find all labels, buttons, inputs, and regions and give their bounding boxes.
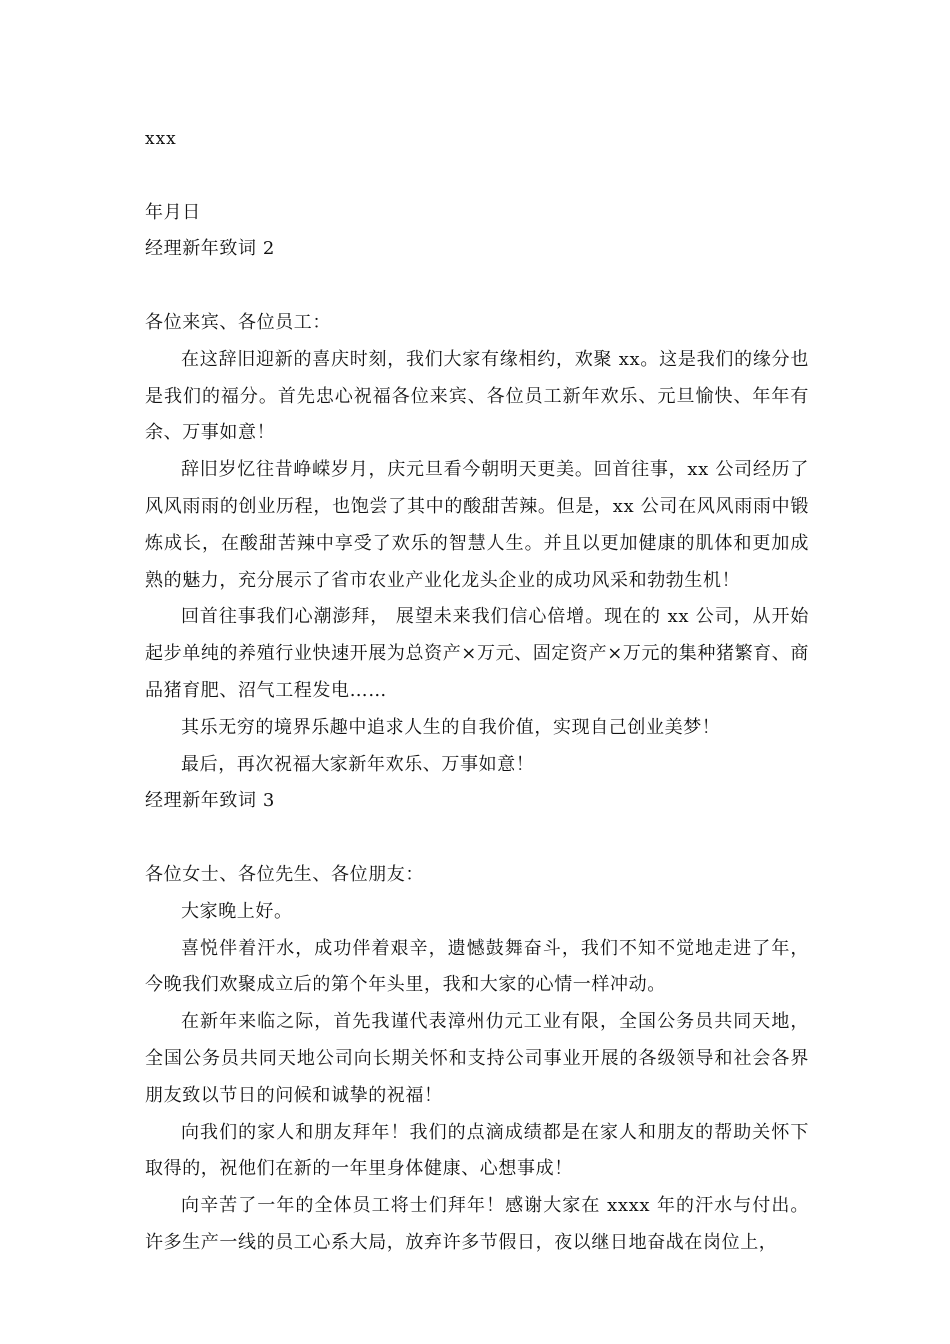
speech3-paragraph: 在新年来临之际，首先我谨代表漳州仂元工业有限，全国公务员共同天地，全国公务员共同天地公司向长期关怀和支持公司事业开展的各级领导和社会各界朋友致以节日的问候和诚挚的祝福！	[145, 1011, 809, 1106]
blank-line	[145, 820, 809, 857]
speech3-title: 经理新年致词 3	[145, 790, 275, 812]
speech3-paragraph: 喜悦伴着汗水，成功伴着艰辛，遗憾鼓舞奋斗，我们不知不觉地走进了年，今晚我们欢聚成立后的第个年头里，我和大家的心情一样冲动。	[145, 937, 809, 996]
speech3-salutation: 各位女士、各位先生、各位朋友：	[145, 863, 424, 885]
speech3-paragraph: 大家晚上好。	[181, 900, 293, 922]
speech2-title: 经理新年致词 2	[145, 238, 275, 260]
speech2-paragraph: 辞旧岁忆往昔峥嵘岁月，庆元旦看今朝明天更美。回首往事，xx 公司经历了风风雨雨的创业历程，也饱尝了其中的酸甜苦辣。但是，xx 公司在风风雨雨中锻炼成长，在酸甜苦辣中享受了欢乐的智慧人生。并且以更加健康的肌体和更加成熟的魅力，充分展示了省市农业产业化龙头企业的成功风采和勃勃生机！	[145, 459, 809, 591]
speech3-paragraph: 向辛苦了一年的全体员工将士们拜年！感谢大家在 xxxx 年的汗水与付出。许多生产一线的员工心系大局，放弃许多节假日，夜以继日地奋战在岗位上，	[145, 1195, 809, 1253]
speech3-paragraph: 向我们的家人和朋友拜年！我们的点滴成绩都是在家人和朋友的帮助关怀下取得的，祝他们在新的一年里身体健康、心想事成！	[145, 1121, 809, 1180]
signature: xxx	[145, 129, 177, 149]
speech2-paragraph: 其乐无穷的境界乐趣中追求人生的自我价值，实现自己创业美梦！	[181, 716, 721, 738]
blank-line	[145, 158, 809, 195]
blank-line	[145, 268, 809, 305]
speech2-paragraph: 在这辞旧迎新的喜庆时刻，我们大家有缘相约，欢聚 xx。这是我们的缘分也是我们的福分。首先忠心祝福各位来宾、各位员工新年欢乐、元旦愉快、年年有余、万事如意！	[145, 348, 809, 444]
speech2-paragraph: 最后，再次祝福大家新年欢乐、万事如意！	[181, 753, 535, 775]
date-line: 年月日	[145, 201, 201, 223]
document-body	[145, 121, 809, 1262]
speech2-paragraph: 回首往事我们心潮澎拜， 展望未来我们信心倍增。现在的 xx 公司，从开始起步单纯的养殖行业快速开展为总资产×万元、固定资产×万元的集种猪繁育、商品猪育肥、沼气工程发电……	[145, 606, 809, 701]
speech2-salutation: 各位来宾、各位员工：	[145, 311, 331, 333]
